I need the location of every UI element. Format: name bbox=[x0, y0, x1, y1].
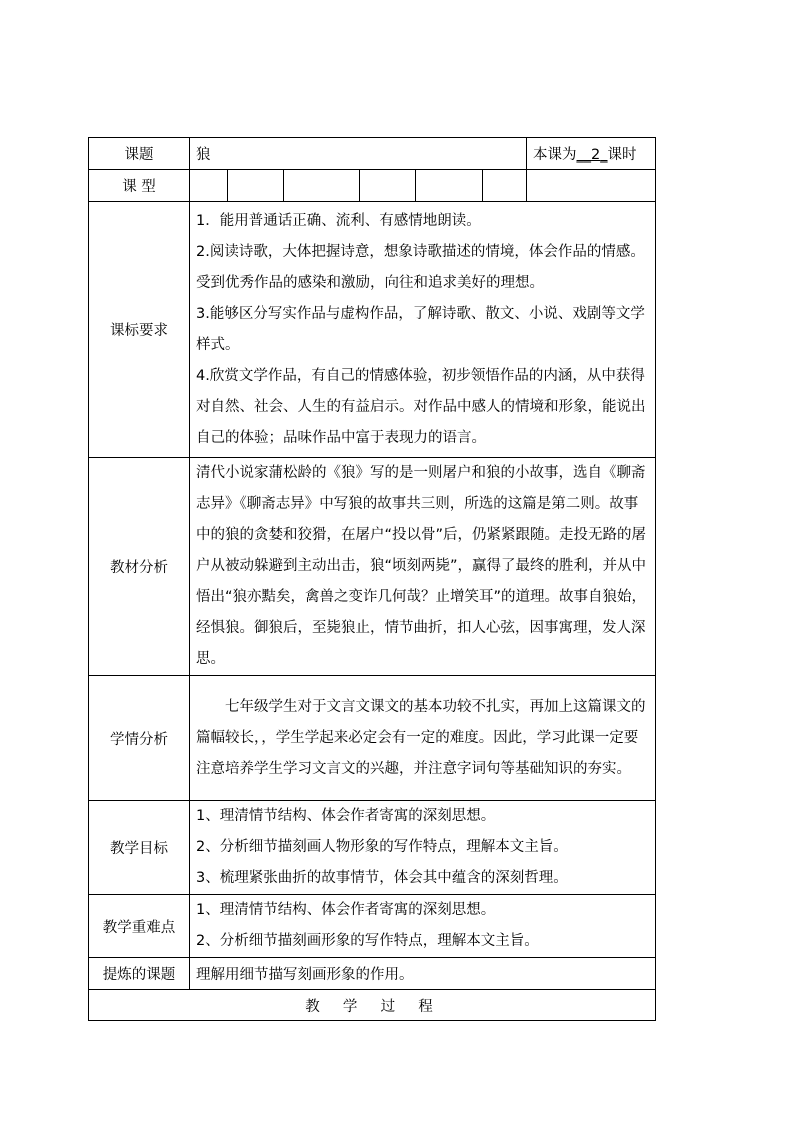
lesson-type-cell bbox=[360, 170, 416, 202]
topic-value: 狼 bbox=[190, 138, 527, 170]
student-analysis-content bbox=[190, 676, 656, 801]
lesson-type-cell bbox=[483, 170, 527, 202]
lesson-type-cell bbox=[416, 170, 483, 202]
lesson-type-row bbox=[89, 170, 656, 202]
textbook-analysis-text: 清代小说家蒲松龄的《狼》写的是一则屠户和狼的小故事，选自《聊斋志异》《聊斋志异》中写狼的故事共三则，所选的这篇是第二则。故事中的狼的贪婪和狡猾，在屠户“投以骨”后，仍紧紧跟随。走投无路的屠户从被动躲避到主动出击，狼“顷刻两毙”，赢得了最终的胜利，并从中悟出“狼亦黠矣，禽兽之变诈几何哉？止增笑耳”的道理。故事自狼始，经惧狼。御狼后，至毙狼止，情节曲折，扣人心弦，因事寓理，发人深思。 bbox=[196, 465, 647, 667]
lesson-type-cell bbox=[527, 170, 656, 202]
teaching-goals-row bbox=[89, 801, 656, 895]
key-difficulty-item: 2、分析细节描刻画形象的写作特点，理解本文主旨。 bbox=[196, 933, 539, 949]
lesson-type-cell bbox=[190, 170, 228, 202]
curriculum-item: 2.阅读诗歌，大体把握诗意，想象诗歌描述的情境，体会作品的情感。受到优秀作品的感染和激励，向往和追求美好的理想。 bbox=[196, 243, 645, 291]
process-heading: 教学过程 bbox=[89, 990, 656, 1021]
teaching-goal-item: 1、理清情节结构、体会作者寄寓的深刻思想。 bbox=[196, 808, 496, 824]
student-analysis-row bbox=[89, 676, 656, 801]
topic-label: 课题 bbox=[89, 138, 190, 170]
topic-row bbox=[89, 138, 656, 170]
refined-topic-content: 理解用细节描写刻画形象的作用。 bbox=[190, 958, 656, 990]
lesson-type-cell bbox=[284, 170, 360, 202]
key-difficulties-row bbox=[89, 895, 656, 958]
curriculum-item: 3.能够区分写实作品与虚构作品，了解诗歌、散文、小说、戏剧等文学样式。 bbox=[196, 305, 645, 353]
process-heading-row bbox=[89, 990, 656, 1021]
lesson-type-cell bbox=[228, 170, 284, 202]
lesson-plan-table bbox=[88, 137, 656, 1021]
class-hours-prefix: 本课为 bbox=[533, 147, 577, 163]
refined-topic-row bbox=[89, 958, 656, 990]
class-hours-suffix: 课时 bbox=[607, 147, 637, 163]
teaching-goal-item: 3、梳理紧张曲折的故事情节，体会其中蕴含的深刻哲理。 bbox=[196, 870, 568, 886]
lesson-type-label: 课 型 bbox=[89, 170, 190, 202]
key-difficulties-label: 教学重难点 bbox=[89, 895, 190, 958]
teaching-goal-item: 2、分析细节描刻画人物形象的写作特点，理解本文主旨。 bbox=[196, 839, 568, 855]
curriculum-row bbox=[89, 202, 656, 458]
textbook-analysis-label: 教材分析 bbox=[89, 458, 190, 676]
teaching-goals-content bbox=[190, 801, 656, 895]
textbook-analysis-row bbox=[89, 458, 656, 676]
refined-topic-label: 提炼的课题 bbox=[89, 958, 190, 990]
student-analysis-text: 七年级学生对于文言文课文的基本功较不扎实，再加上这篇课文的篇幅较长，，学生学起来必定会有一定的难度。因此，学习此课一定要注意培养学生学习文言文的兴趣，并注意字词句等基础知识的夯实。 bbox=[196, 698, 646, 777]
class-hours-value: __2_ bbox=[576, 147, 608, 163]
curriculum-item: 4.欣赏文学作品，有自己的情感体验，初步领悟作品的内涵，从中获得对自然、社会、人生的有益启示。对作品中感人的情境和形象，能说出自己的体验；品味作品中富于表现力的语言。 bbox=[196, 367, 646, 446]
key-difficulties-content bbox=[190, 895, 656, 958]
key-difficulty-item: 1、理清情节结构、体会作者寄寓的深刻思想。 bbox=[196, 902, 496, 918]
class-hours bbox=[527, 138, 656, 170]
teaching-goals-label: 教学目标 bbox=[89, 801, 190, 895]
curriculum-content bbox=[190, 202, 656, 458]
curriculum-item: 1．能用普通话正确、流利、有感情地朗读。 bbox=[196, 212, 481, 229]
curriculum-label: 课标要求 bbox=[89, 202, 190, 458]
textbook-analysis-content bbox=[190, 458, 656, 676]
student-analysis-label: 学情分析 bbox=[89, 676, 190, 801]
